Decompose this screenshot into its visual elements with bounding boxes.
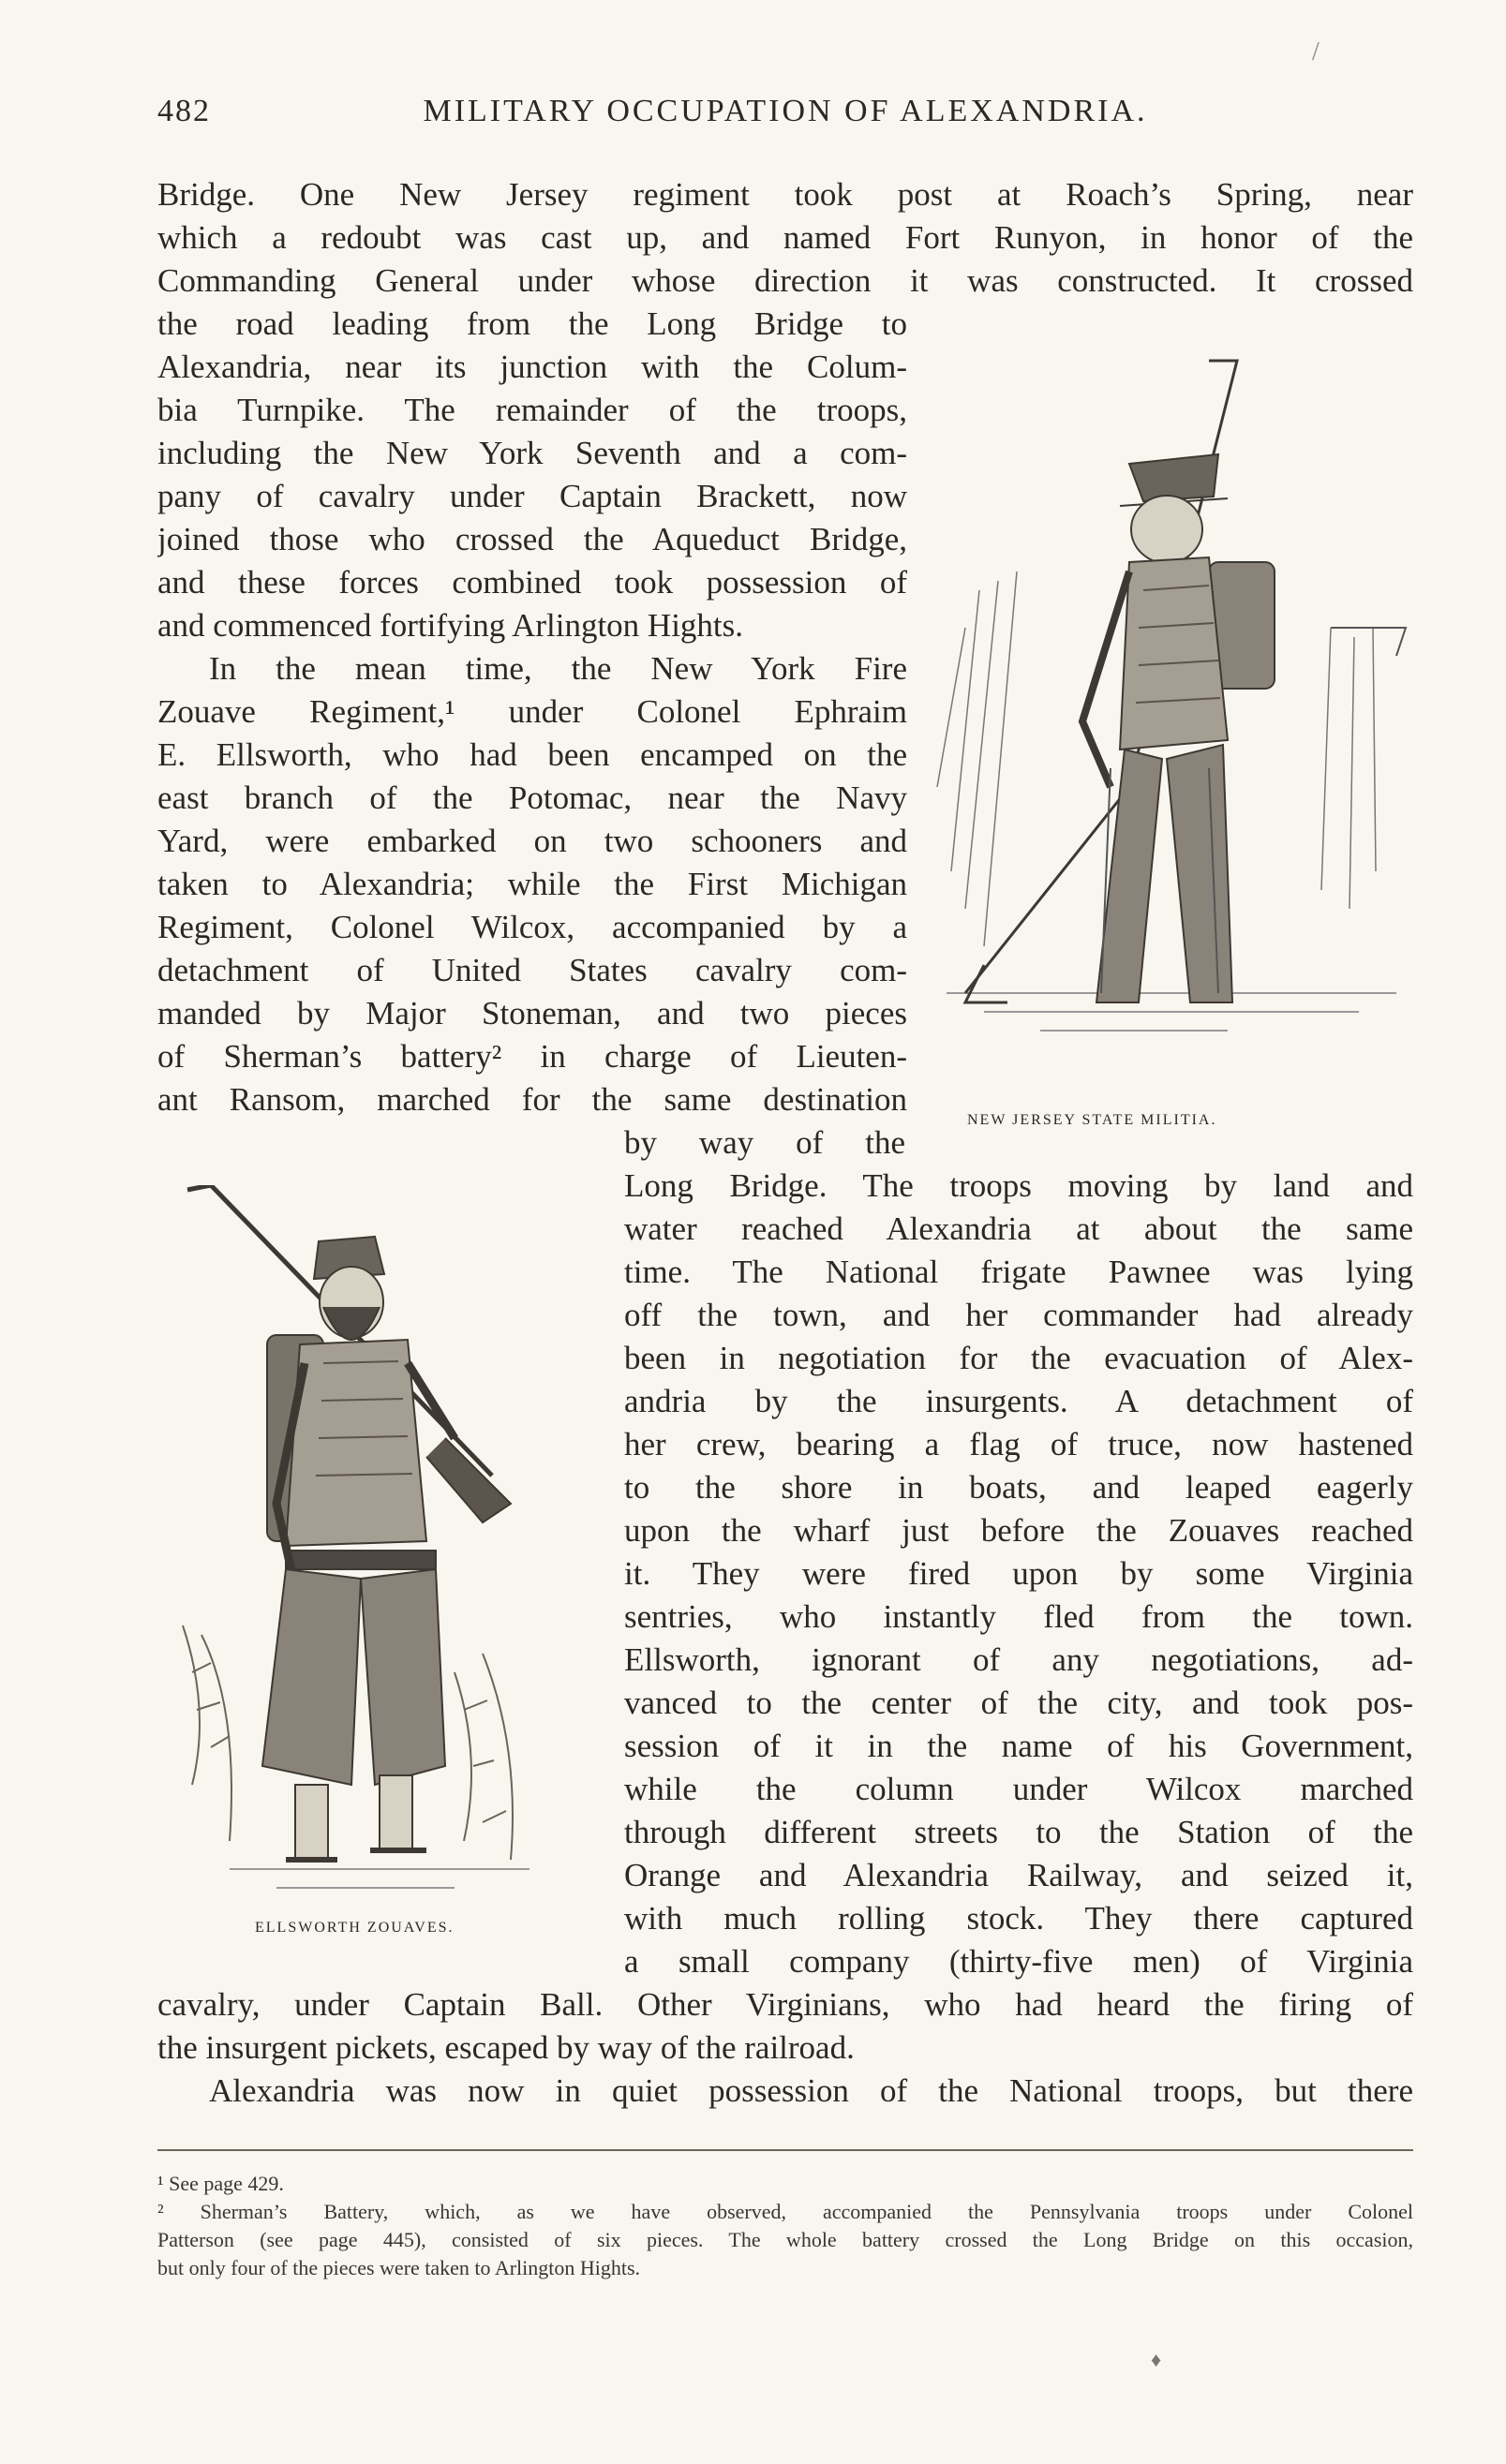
text-line: it. They were fired upon by some Virginia bbox=[624, 1555, 1413, 1592]
text-line: Regiment, Colonel Wilcox, accompanied by a bbox=[157, 909, 907, 945]
text-line: a small company (thirty-five men) of Virginia bbox=[624, 1943, 1413, 1980]
militia-caption: NEW JERSEY STATE MILITIA. bbox=[967, 1112, 1217, 1128]
text-line: Yard, were embarked on two schooners and bbox=[157, 823, 907, 859]
text-line: and commenced fortifying Arlington Hights. bbox=[157, 607, 744, 644]
text-line: by way of the bbox=[624, 1124, 905, 1161]
text-line: which a redoubt was cast up, and named Fort Runyon, in honor of the bbox=[157, 219, 1413, 256]
stray-mark: ♦ bbox=[1151, 2348, 1162, 2371]
text-line: ant Ransom, marched for the same destination bbox=[157, 1081, 907, 1118]
text-line: including the New York Seventh and a com- bbox=[157, 435, 907, 471]
militia-illustration bbox=[928, 347, 1415, 1096]
text-line: detachment of United States cavalry com- bbox=[157, 952, 907, 988]
footnote: but only four of the pieces were taken to Arlington Hights. bbox=[157, 2256, 641, 2279]
text-line: of Sherman’s battery² in charge of Lieuten- bbox=[157, 1038, 907, 1075]
text-line: Long Bridge. The troops moving by land and bbox=[624, 1167, 1413, 1204]
footnote: Patterson (see page 445), consisted of six pieces. The whole battery crossed the Long Bridge on this occasion, bbox=[157, 2228, 1413, 2251]
text-line: to the shore in boats, and leaped eagerly bbox=[624, 1469, 1413, 1506]
text-line: been in negotiation for the evacuation of Alex- bbox=[624, 1340, 1413, 1376]
text-line: Orange and Alexandria Railway, and seized it, bbox=[624, 1857, 1413, 1893]
text-line: E. Ellsworth, who had been encamped on the bbox=[157, 736, 907, 773]
footnote-rule bbox=[157, 2149, 1413, 2151]
text-line: through different streets to the Station of the bbox=[624, 1814, 1413, 1850]
text-line: upon the wharf just before the Zouaves reached bbox=[624, 1512, 1413, 1549]
zouave-caption: ELLSWORTH ZOUAVES. bbox=[255, 1920, 455, 1936]
text-line: Ellsworth, ignorant of any negotiations, ad- bbox=[624, 1641, 1413, 1678]
text-line: Alexandria, near its junction with the Colum- bbox=[157, 349, 907, 385]
text-line: Alexandria was now in quiet possession of the National troops, but there bbox=[209, 2072, 1413, 2109]
zouave-illustration bbox=[173, 1185, 595, 1897]
text-line: the insurgent pickets, escaped by way of the railroad. bbox=[157, 2029, 855, 2066]
text-line: east branch of the Potomac, near the Navy bbox=[157, 779, 907, 816]
page-header bbox=[157, 94, 1413, 141]
text-line: her crew, bearing a flag of truce, now hastened bbox=[624, 1426, 1413, 1462]
text-line: andria by the insurgents. A detachment of bbox=[624, 1383, 1413, 1419]
text-line: bia Turnpike. The remainder of the troops, bbox=[157, 392, 907, 428]
text-line: In the mean time, the New York Fire bbox=[209, 650, 907, 687]
text-line: the road leading from the Long Bridge to bbox=[157, 305, 907, 342]
text-line: Zouave Regiment,¹ under Colonel Ephraim bbox=[157, 693, 907, 730]
text-line: water reached Alexandria at about the same bbox=[624, 1210, 1413, 1247]
text-line: Bridge. One New Jersey regiment took post at Roach’s Spring, near bbox=[157, 176, 1413, 213]
text-line: cavalry, under Captain Ball. Other Virginians, who had heard the firing of bbox=[157, 1986, 1413, 2023]
footnote: ² Sherman’s Battery, which, as we have observed, accompanied the Pennsylvania troops under Colonel bbox=[157, 2200, 1413, 2223]
text-line: pany of cavalry under Captain Brackett, now bbox=[157, 478, 907, 514]
text-line: manded by Major Stoneman, and two pieces bbox=[157, 995, 907, 1032]
text-line: while the column under Wilcox marched bbox=[624, 1771, 1413, 1807]
text-line: and these forces combined took possession of bbox=[157, 564, 907, 601]
text-line: time. The National frigate Pawnee was lying bbox=[624, 1254, 1413, 1290]
corner-mark: / bbox=[1312, 37, 1320, 67]
running-head: MILITARY OCCUPATION OF ALEXANDRIA. bbox=[423, 94, 1148, 128]
text-line: with much rolling stock. They there captured bbox=[624, 1900, 1413, 1937]
text-line: sentries, who instantly fled from the town. bbox=[624, 1598, 1413, 1635]
text-line: joined those who crossed the Aqueduct Bridge, bbox=[157, 521, 907, 557]
text-line: vanced to the center of the city, and took pos- bbox=[624, 1685, 1413, 1721]
text-line: taken to Alexandria; while the First Michigan bbox=[157, 866, 907, 902]
text-line: off the town, and her commander had already bbox=[624, 1297, 1413, 1333]
footnote: ¹ See page 429. bbox=[157, 2172, 284, 2195]
text-line: session of it in the name of his Government, bbox=[624, 1728, 1413, 1764]
page-number: 482 bbox=[157, 94, 211, 128]
text-line: Commanding General under whose direction it was constructed. It crossed bbox=[157, 262, 1413, 299]
